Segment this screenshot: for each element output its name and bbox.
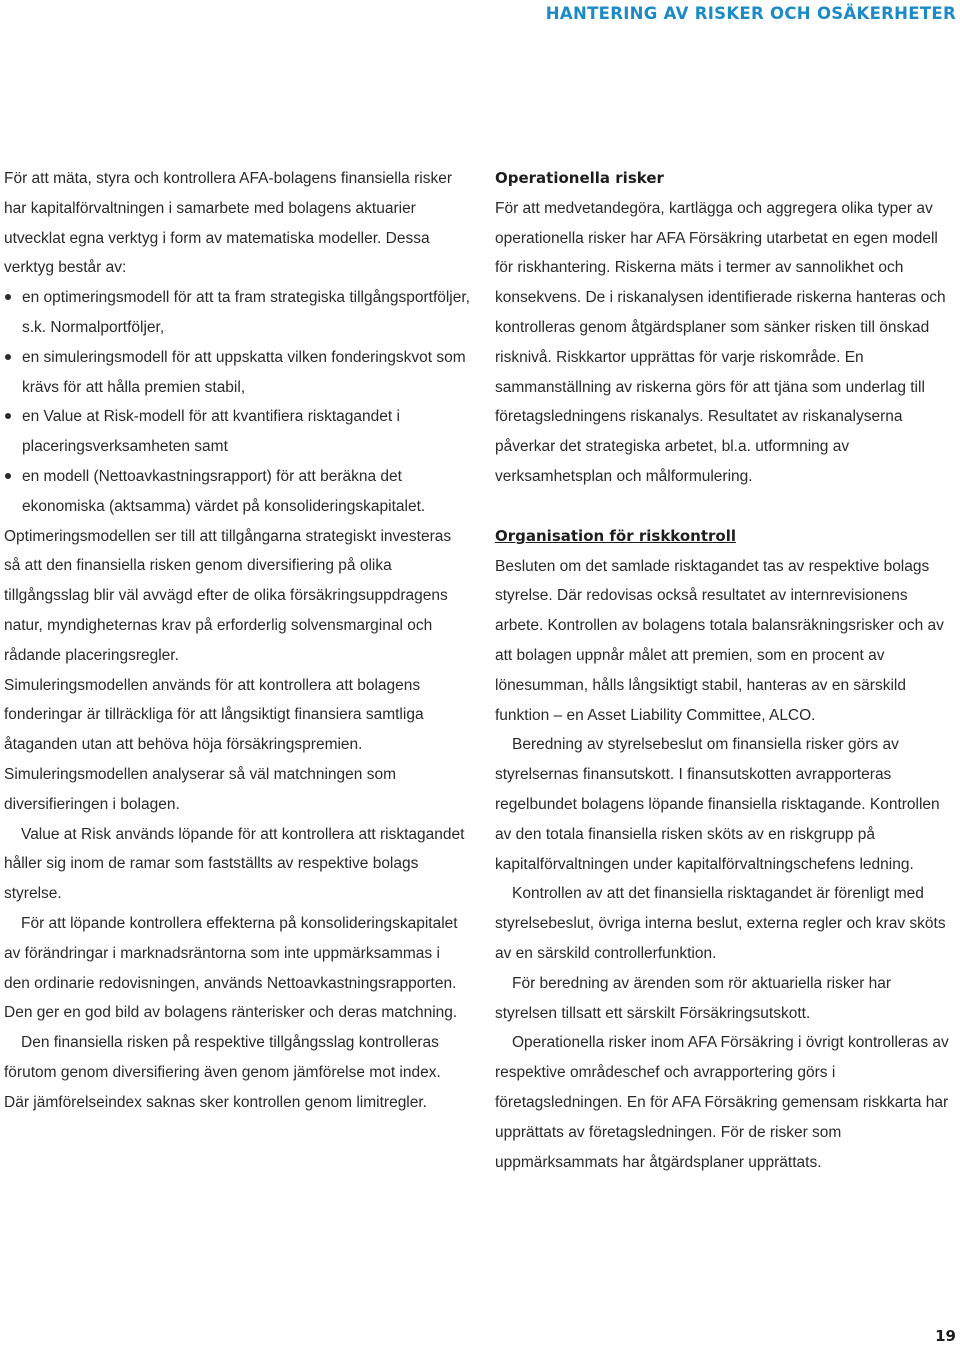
list-item: en modell (Nettoavkastningsrapport) för att beräkna det ekonomiska (aktsamma) värdet på konsolideringskapitalet. <box>4 462 470 522</box>
body-paragraph: Simuleringsmodellen används för att kontrollera att bolagens fonderingar är tillräckliga för att långsiktigt finansiera samtliga åtaganden utan att behöva höja försäkringspremien. Simuleringsmodellen analyserar så väl matchningen som diversifieringen i bolagen. <box>4 676 424 813</box>
body-paragraph: För att löpande kontrollera effekterna på konsolideringskapitalet av förändringar i marknadsräntorna som inte uppmärksammas i den ordinarie redovisningen, används Nettoavkastningsrapporten. Den ger en god bild av bolagens ränterisker och deras matchning. <box>4 914 458 1022</box>
section-heading: Operationella risker <box>495 169 664 187</box>
left-column <box>4 164 470 1118</box>
list-item: en Value at Risk-modell för att kvantifiera risktagandet i placeringsverksamheten samt <box>4 402 470 462</box>
body-paragraph: För att medvetandegöra, kartlägga och aggregera olika typer av operationella risker har AFA Försäkring utarbetat en egen modell för riskhantering. Riskerna mäts i termer av sannolikhet och konsekvens. De i riskanalysen identifierade riskerna hanteras och kontrolleras genom åtgärdsplaner som sänker risken till önskad risknivå. Riskkartor upprättas för varje riskområde. En sammanställning av riskerna görs för att tjäna som underlag till företagsledningens riskanalys. Resultatet av riskanalyserna påverkar det strategiska arbetet, bl.a. utformning av verksamhetsplan och målformulering. <box>495 199 946 485</box>
body-paragraph: Optimeringsmodellen ser till att tillgångarna strategiskt investeras så att den finansiella risken genom diversifiering på olika tillgångsslag blir väl avvägd efter de olika försäkringsuppdragens natur, myndigheternas krav på erforderlig solvensmarginal och rådande placeringsregler. <box>4 527 452 664</box>
body-paragraph: Den finansiella risken på respektive tillgångsslag kontrolleras förutom genom diversifiering även genom jämförelse mot index. Där jämförelseindex saknas sker kontrollen genom limitregler. <box>4 1034 441 1111</box>
body-paragraph: Value at Risk används löpande för att kontrollera att risktagandet håller sig inom de ramar som fastställts av respektive bolags styrelse. <box>4 825 465 903</box>
body-paragraph: Operationella risker inom AFA Försäkring i övrigt kontrolleras av respektive områdeschef och avrapportering görs i företagsledningen. En för AFA Försäkring gemensam riskkarta har upprättats av företagsledningen. För de risker som uppmärksammats har åtgärdsplaner upprättats. <box>495 1034 949 1171</box>
right-column <box>495 164 957 1177</box>
intro-paragraph: För att mäta, styra och kontrollera AFA-bolagens finansiella risker har kapitalförvaltningen i samarbete med bolagens aktuarier utvecklat egna verktyg i form av matematiska modeller. Dessa verktyg består av: <box>4 170 452 277</box>
model-list <box>4 283 470 521</box>
body-paragraph: För beredning av ärenden som rör aktuariella risker har styrelsen tillsatt ett särskilt Försäkringsutskott. <box>495 974 892 1022</box>
body-paragraph: Kontrollen av att det finansiella risktagandet är förenligt med styrelsebeslut, övriga interna beslut, externa regler och krav sköts av en särskild controllerfunktion. <box>495 885 946 962</box>
list-item: en simuleringsmodell för att uppskatta vilken fonderingskvot som krävs för att hålla premien stabil, <box>4 343 470 403</box>
section-heading: Organisation för riskkontroll <box>495 526 737 545</box>
page-number: 19 <box>935 1327 956 1345</box>
body-paragraph: Beredning av styrelsebeslut om finansiella risker görs av styrelsernas finansutskott. I finansutskotten avrapporteras regelbundet bolagens löpande finansiella risktagande. Kontrollen av den totala finansiella risken sköts av en riskgrupp på kapitalförvaltningen under kapitalförvaltningschefens ledning. <box>495 736 940 873</box>
running-header: HANTERING AV RISKER OCH OSÄKERHETER <box>545 4 956 23</box>
list-item: en optimeringsmodell för att ta fram strategiska tillgångsportföljer, s.k. Normalportföljer, <box>4 283 470 343</box>
body-paragraph: Besluten om det samlade risktagandet tas av respektive bolags styrelse. Där redovisas också resultatet av internrevisionens arbete. Kontrollen av bolagens totala balansräkningsrisker och av att bolagen uppnår målet att premien, som en procent av lönesumman, hålls långsiktigt stabil, hanteras av en särskild funktion – en Asset Liability Committee, ALCO. <box>495 557 944 724</box>
